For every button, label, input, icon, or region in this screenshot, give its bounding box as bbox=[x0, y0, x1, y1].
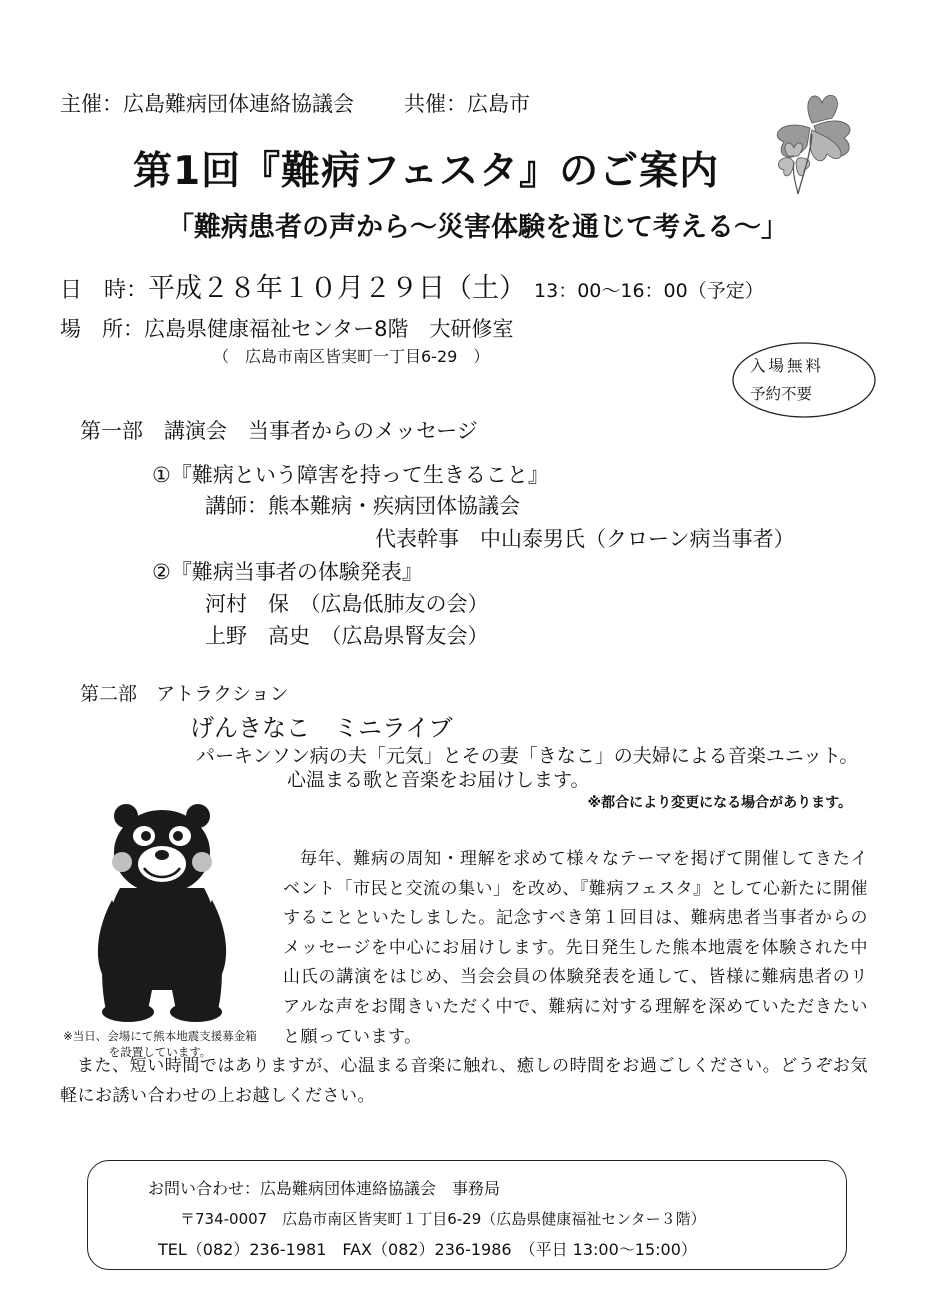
date-value: 平成２８年１０月２９日（土） bbox=[148, 273, 527, 304]
badge-line-2: 予約不要 bbox=[750, 385, 813, 403]
badge-oval bbox=[730, 340, 878, 420]
part1-heading: 第一部 講演会 当事者からのメッセージ bbox=[80, 419, 478, 443]
date-label: 日 時： bbox=[60, 278, 149, 303]
page-subtitle: 「難病患者の声から～災害体験を通じて考える～」 bbox=[167, 212, 788, 243]
time-value: 13：00～16：00（予定） bbox=[534, 280, 764, 302]
illustration-spacer bbox=[60, 845, 283, 1045]
body-text bbox=[60, 845, 868, 1111]
contact-box bbox=[87, 1160, 847, 1270]
part1-item2-person2: 上野 高史 （広島県腎友会） bbox=[205, 624, 489, 648]
part1-item1-speaker-role: 代表幹事 中山泰男氏（クローン病当事者） bbox=[375, 527, 795, 551]
badge-line-1: 入場無料 bbox=[750, 357, 825, 375]
part2-heading: 第二部 アトラクション bbox=[80, 683, 289, 705]
part1-item2-title: ②『難病当事者の体験発表』 bbox=[152, 560, 423, 584]
bear-caption: ※当日、会場にて熊本地震支援募金箱を設置しています。 bbox=[63, 1029, 257, 1059]
contact-line-2: 〒734-0007 広島市南区皆実町１丁目6-29（広島県健康福祉センター３階） bbox=[180, 1210, 706, 1228]
venue-value: 広島県健康福祉センター8階 大研修室 bbox=[144, 317, 514, 341]
date-row bbox=[60, 266, 764, 305]
clover-illustration bbox=[752, 78, 872, 198]
change-note: ※都合により変更になる場合があります。 bbox=[587, 795, 852, 811]
live-title: げんきなこ ミニライブ bbox=[190, 714, 453, 742]
live-desc-1: パーキンソン病の夫「元気」とその妻「きなこ」の夫婦による音楽ユニット。 bbox=[196, 745, 859, 767]
contact-line-1: お問い合わせ：広島難病団体連絡協議会 事務局 bbox=[148, 1179, 501, 1198]
part1-item2-person1: 河村 保 （広島低肺友の会） bbox=[205, 592, 489, 616]
venue-label: 場 所： bbox=[60, 317, 144, 341]
part1-item1-speaker: 講師：熊本難病・疾病団体協議会 bbox=[205, 494, 520, 518]
venue-row bbox=[60, 313, 514, 343]
body-paragraph-1: 毎年、難病の周知・理解を求めて様々なテーマを掲げて開催してきたイベント「市民と交流の集い」を改め、『難病フェスタ』として心新たに開催することといたしました。記念すべき第１回目は、難病患者当事者からのメッセージを中心にお届けします。先日発生した熊本地震を体験された中山氏の講演をはじめ、当会会員の体験発表を通して、皆様に難病患者のリアルな声をお聞きいただく中で、難病に対する理解を深めていただきたいと願っています。 bbox=[283, 849, 868, 1047]
live-desc-2: 心温まる歌と音楽をお届けします。 bbox=[287, 769, 590, 791]
co-organizer: 共催：広島市 bbox=[404, 92, 530, 116]
page-title: 第1回『難病フェスタ』のご案内 bbox=[133, 149, 720, 194]
contact-line-3: TEL（082）236-1981 FAX（082）236-1986 （平日 13:00～15:00） bbox=[158, 1240, 697, 1259]
body-paragraph-2: また、短い時間ではありますが、心温まる音楽に触れ、癒しの時間をお過ごしください。どうぞお気軽にお誘い合わせの上お越しください。 bbox=[60, 1056, 868, 1106]
part1-item1-title: ①『難病という障害を持って生きること』 bbox=[152, 463, 549, 487]
free-entry-badge bbox=[730, 340, 878, 420]
venue-address: （ 広島市南区皆実町一丁目6-29 ） bbox=[213, 347, 490, 366]
organizer: 主催：広島難病団体連絡協議会 bbox=[60, 92, 354, 116]
organizer-line bbox=[60, 88, 530, 118]
